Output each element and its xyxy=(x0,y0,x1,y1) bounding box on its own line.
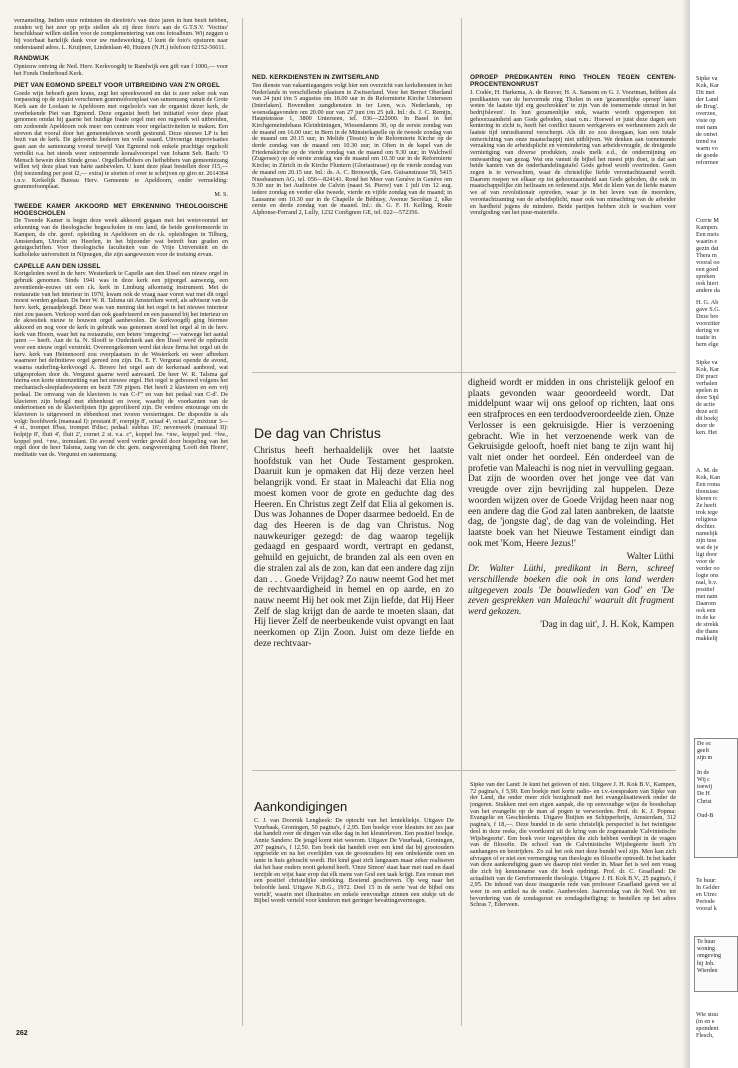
edge-text-fragment: spondent xyxy=(696,1025,719,1032)
edge-text-fragment: de ontwi xyxy=(696,131,718,138)
column-3-top xyxy=(470,70,676,368)
edge-text-fragment: deze acti xyxy=(696,408,718,415)
edge-text-fragment: door de xyxy=(696,422,715,429)
edge-text-fragment: die thans xyxy=(696,628,719,635)
aankondigingen-title: Aankondigingen xyxy=(254,800,348,814)
edge-text-fragment: der Land xyxy=(696,96,719,103)
edge-box-line: Wierden xyxy=(697,967,718,974)
edge-text-fragment: overzee, xyxy=(696,110,717,117)
edge-text-fragment: in de ke xyxy=(696,614,716,621)
edge-text-fragment: vooral oo xyxy=(696,259,720,266)
edge-text-fragment: Een meis xyxy=(696,231,719,238)
edge-text-fragment: reformee xyxy=(696,159,719,166)
edge-text-fragment: ook hieri xyxy=(696,280,719,287)
edge-text-fragment: raal, b.v. xyxy=(696,579,718,586)
edge-text-fragment: een goed xyxy=(696,266,719,273)
aankondigingen-left xyxy=(254,800,454,1032)
edge-box-line: omgeving xyxy=(697,953,721,960)
dag-text-left: Christus heeft herhaaldelijk over het laatste hoofdstuk van het Oude Testament gesproken. Daaruit kun je opmaken dat Hij deze verzen heel belangrijk vond. Er staat in Maleachi dat Elia nog moest komen voor de grote en geduchte dag des Heeren. En Christus zegt Zelf dat Elia al gekomen is. Dus was Johannes de Doper daarmee bedoeld. En de dag des Heeren is de dag van Christus. Nog nauwkeuriger gezegd: de dag waarop tegelijk gedaagd en gespaard wordt, vertrapt en gedanst, gehuild en gejuicht, de branden zal als een oven en die stralen zal als de zon, kan dat een andere dag zijn dan . . . Goede Vrijdag? Zo nauw neemt God het met de rechtvaardigheid in hemel en op aarde, en zo nauw neemt Hij het ook met Zijn liefde, dat Hij Heer Zelf de slag krijgt dan de aarde te moeten slaan, dat Hij liever Zelf de neerbeukende vuist opvangt en laat neerkomen op Zijn Zoon. Juist om deze liefde en deze rechtvaar- xyxy=(254,445,454,649)
edge-text-fragment: verhalen xyxy=(696,380,718,387)
edge-box-line: toewij xyxy=(697,784,712,791)
edge-box-line: bij Joh. xyxy=(697,960,715,967)
edge-text-fragment: thousiasc xyxy=(696,488,720,495)
edge-text-fragment: Te huur: xyxy=(696,877,717,884)
edge-box-line: zijn m xyxy=(697,755,713,762)
tweede-kamer-text: De Tweede Kamer is begin deze week akkoord gegaan met het wetsvoorstel ter erkenning van de theologische hogescholen in ons land, de beide gereformeerde in Kampen, de chr. geref. opleiding in Apeldoorn en de r.k. opleidingen in Tilburg, Amsterdam, Utrecht en Heerlen, in het bijzonder wat betreft hun graden en getuigschriften. Voor theologische faculteiten van de Vrije Universiteit en de katholieke universiteit in Nijmegen, die zijn aangewezen voor de toetsing ervan. xyxy=(14,217,228,258)
edge-box-line xyxy=(697,763,735,770)
edge-text-fragment: positief xyxy=(696,586,715,593)
edge-text-fragment: A. M. de xyxy=(696,467,718,474)
edge-text-fragment: met nam xyxy=(696,593,718,600)
capelle-text: Kortgeleden werd in de herv. Westerkerk te Capelle aan den IJssel een nieuw orgel in gebruik genomen. Sinds 1941 was in deze kerk een pijporgel aanwezig, een zeventiende-eeuws uit een r.k. kerk in Limburg afkomstig instrument. Met de restauratie van het interieur in 1970, kwam ook de vraag naar voren wat met dit orgel moest worden gedaan. De heer W. R. Talsma uit Amsterdam werd, als adviseur van de herv. kerk, geraadpleegd. Deze was van mening dat het orgel in het nieuwe interieur niet zou passen. Verkoop werd dan ook geadviseerd en een passend bij het interieur en de akoestiek nieuw te bouwen orgel aanbevolen. De kerkvoogdij ging hiermee akkoord en nog voor de kerk in gebruik was genomen stond het orgel al in de herv. kerk van Hoorn, waar het na restauratie, een betere 'omgeving' — vanwege het aantal jaren — heeft. Aan de fa. N. Slooff te Ouderkerk aan den IJssel werd de opdracht voor een nieuw orgel verstrekt. Overeengekomen werd dat deze firma het orgel uit de herv. kerk van Heinenoord zou overplaatsen in de Westerkerk en weer afbreken waarneer het definitieve orgel gereed zou zijn. Ds. E. F. Vergunst opende de avond, waarna ouderling-kerkvoogd A. Broere het orgel aan de kerkeraad aanbood, wat uitgesproken door ds. Vergunst gaarne werd aanvaard. De heer W. R. Talsma gaf hierna een korte uiteenzetting van het nieuwe orgel. Het orgel is gebouwd volgens het mechanisch-sleepladesysteem en bezit 739 pijpen. Het heeft 2 klavieren en een vrij pedaal. De omvang van de klavieren is van C-f''' en van het pedaal van C-d'. De klavieren zijn belegd met ebbenhout en ivoor, waarbij de voorkanten van de ondertoetsen en de klavierlijsten fijn geprofileerd zijn. De verdere entourage om de klavieren is uitgevoerd in ebbenhout met ivoren versieringen. De dispositie is als volgt: hoofdwerk (manuaal I): prestant 8', roerpijp 8', octaaf 4', octaaf 2', mixtuur 3—4 st., trompet 8'bas, trompet 8'disc; pedaal: subbas 16'; nevenwerk (manuaal II): holpijp 8', fluit 4', fluit 2', cornet 2 st. v.a. c°, koppel hw. +nw., koppel ped. +hw., koppel ped. +nw., tremulant. De avond werd verder gevuld door bespeling van het orgel door de heer Talsma, zang van de chr. gem. zangvereniging 'Looft den Heere', meditatie van ds. Vergunst en samenzang. xyxy=(14,270,228,459)
dag-title: De dag van Christus xyxy=(254,425,381,441)
edge-text-fragment: en Utrec xyxy=(696,891,718,898)
edge-box-line: In de xyxy=(697,769,710,776)
edge-box-line: De oc xyxy=(697,741,712,747)
edge-box-line: woning xyxy=(697,946,715,953)
section-rule xyxy=(252,770,676,771)
edge-text-fragment: hem elge xyxy=(696,341,719,348)
edge-text-fragment: dering ve xyxy=(696,327,720,334)
edge-text-fragment: makkelij xyxy=(696,635,718,642)
column-rule xyxy=(242,18,243,1026)
edge-text-fragment: visie op xyxy=(696,117,716,124)
edge-text-fragment: Wie stuu xyxy=(696,1011,718,1018)
egmond-heading: PIET VAN EGMOND SPEELT VOOR UITBREIDING VAN Z'N ORGEL xyxy=(14,81,221,89)
edge-text-fragment: met nam xyxy=(696,124,718,131)
dag-signature: Walter Lüthi xyxy=(626,551,674,562)
edge-text-fragment: Flesch, xyxy=(696,1032,714,1039)
edge-box-line xyxy=(697,806,735,813)
edge-text-fragment: H. G. Ab xyxy=(696,299,719,306)
tweede-kamer-heading: TWEEDE KAMER AKKOORD MET ERKENNING THEOLOGISCHE HOGESCHOLEN xyxy=(14,202,228,217)
edge-text-fragment: Kok, Kan xyxy=(696,474,721,481)
edge-text-fragment: trok tege xyxy=(696,509,718,516)
edge-text-fragment: kleren rc xyxy=(696,495,718,502)
edge-text-fragment: tuatie in xyxy=(696,334,717,341)
edge-text-fragment: voor de xyxy=(696,558,715,565)
edge-text-fragment: namelijk xyxy=(696,530,718,537)
edge-text-fragment: Ze heeft xyxy=(696,502,717,509)
edge-text-fragment: Kok, Kar xyxy=(696,366,720,373)
aankondigingen-text-left: C. J. van Doornik Lengkeek: De optocht van het lentekliekje. Uitgave De Vuurbaak, Groningen, 50 pagina's, f 2,95. Een boekje voor kleuters tot zes jaar dat handelt over de dingen van elke dag in het kleuterleven. Een positief boekje. Annie Sanders: De jeugd komt niet weerom. Uitgave De Vuurbaak, Groningen, 207 pagina's, f 12,50. Een boek dat handelt over een kind dat bij grootouders opgroeide en na het overlijden van de grootouders bij een onbekende oom en tante in huis gebracht wordt. Het kind gaat zich langzaam maar zeker realiseren dat het haar ouders nooit gekend heeft. 'Onze Simon' staat haar met raad en daad terzijde en wijst haar erop dat elk mens van God een taak krijgt. Een roman met een positief christelijke strekking. Boeiend geschreven. Op weg naar het beloofde land. Uitgave N.B.G., 1972. Deel 15 in de serie 'wat de bijbel ons vertelt', waarin met illustraties en enkele eenvoudige zinnen een stukje uit de Bijbel wordt verteld voor kinderen met geringer bevattingsvermogen. xyxy=(254,817,454,905)
zwitserland-heading: NED. KERKDIENSTEN IN ZWITSERLAND xyxy=(252,74,380,81)
edge-text-fragment: In Gelder xyxy=(696,884,720,891)
edge-text-fragment: Sipke va xyxy=(696,75,718,82)
edge-text-fragment: wat de je xyxy=(696,544,719,551)
edge-text-fragment: Kok, Kar xyxy=(696,82,720,89)
egmond-text: Goede wijn behoeft geen krans, zegt het spreekwoord en dat is zeer zeker ook van toepassing op de zojuist verschenen grammofoonplaat van samenzang vanuit de Grote Kerk aan de Loolaan te Apeldoorn met orgelsolo's van de organist dezer kerk, de overbekende Piet van Egmond. Deze organist heeft het initiatief voor deze plaat genomen omdat hij gaarne het huidige fraaie orgel met een rugwerk wil uitbreiden, om zodoende Apeldoorn ook meer een centrum voor orgelactiviteiten te maken. Een streven dat vooral door het gemeenteleven wordt gesteund. Deze nieuwe LP is het bezit van de kerk. De geleverde liederen ten volle waard. Uitvoerige improvisaties gaan aan de samenzang vooraf terwijl Van Egmond ook enkele prachtige orgelsoli vertolkt o.a. het steeds weer ontroerende koraalvoorspel van Johann Seb. Bach: 'O Mensch bewein dein Sünde gross'. Orgelliefhebbers en liefhebbers van gemeentezang willen wij deze plaat van harte aanbevelen. U kunt deze plaat bestellen door f15,— (bij toezending per post f2,— extra) te storten of over te schrijven op giro nr. 2614364 t.n.v. Kerkelijk Bureau Herv. Gemeente te Apeldoorn, onder vermelding: grammofoonplaat. xyxy=(14,89,228,191)
egmond-signature: M. S. xyxy=(214,190,228,198)
edge-text-fragment: de actie xyxy=(696,401,716,408)
predikanten-heading: OPROEP PREDIKANTEN RING THOLEN TEGEN CENTEN-PROCENTENONRUST xyxy=(470,74,676,88)
edge-text-fragment: ligt door xyxy=(696,551,718,558)
edge-text-fragment: ken. Het xyxy=(696,429,717,436)
edge-text-fragment: (in en e xyxy=(696,1018,715,1025)
edge-text-fragment: de Brug'. xyxy=(696,103,719,110)
edge-text-fragment: Dit pract xyxy=(696,373,718,380)
edge-text-fragment: Dit met xyxy=(696,89,715,96)
column-2-top xyxy=(252,70,452,368)
edge-box-line: Te huur xyxy=(697,939,716,945)
section-rule xyxy=(252,372,676,373)
edge-text-fragment: warm vo xyxy=(696,145,718,152)
edge-text-fragment: verder oo xyxy=(696,565,720,572)
edge-box-line: geeft xyxy=(697,748,709,755)
dag-author-note: Dr. Walter Lüthi, predikant in Bern, schreef verschillende boeken die ook in ons land werden uitgegeven zoals 'De bouwlieden van God' en 'De zeven gesprekken van Maleachi' waaruit dit fragment werd gekozen. xyxy=(468,564,674,618)
edge-text-fragment: vooraf k xyxy=(696,905,717,912)
capelle-heading: CAPELLE AAN DEN IJSSEL xyxy=(14,262,101,270)
randwijk-text: Opnieuw ontving de Ned. Herv. Kerkvoogdij te Randwijk een gift van f 1000,— voor het Fonds Onderhoud Kerk. xyxy=(14,63,228,78)
edge-text-fragment: door Sipl xyxy=(696,394,719,401)
edge-box-line: Wij c xyxy=(697,776,710,783)
adjacent-page-edge xyxy=(690,0,738,1068)
reunion-text: verzameling. Indien onze reünisten de diesfoto's van deze jaren in hun bezit hebben, zouden wij het zeer op prijs stellen als zij deze foto's aan de G.T.S.V. 'Voctius' beschikbaar willen stellen voor de complementering van ons fotoalbum. Wij zeggen u bij voorbaat hartelijk dank voor uw medewerking. U kunt de foto's opsturen naar onderstaand adres. L. Kruijmer, Lindenlaan 40, Huizen (N.H.) telefoon 02152-56611. xyxy=(14,18,228,51)
randwijk-heading: RANDWIJK xyxy=(14,55,50,63)
edge-text-fragment: logie ons xyxy=(696,572,719,579)
edge-text-fragment: ook een xyxy=(696,607,716,614)
edge-text-fragment: religieus xyxy=(696,516,718,523)
edge-text-fragment: voorzitter xyxy=(696,320,721,327)
edge-text-fragment: gezin dat xyxy=(696,245,719,252)
dag-left-column xyxy=(254,424,454,760)
column-1 xyxy=(14,18,228,1026)
zwitserland-text: Ten dienste van vakantiegangers volgt hier een overzicht van kerkdiensten in het Nederlands in verschillende plaatsen in Zwitserland. Voor het Berner Oberland van 24 juni t/m 5 augustus om 18.00 uur in de Reformierte Kirche Unterseen (Interlaken). Bovendien zangdiensten in ter Leen, w.o. Nederlands, op woensdagavonden om 20.00 uur van 27 juni t/m 25 juli. Inl.: ds. J. C. Remijn, Hauptstrasse 1, 3800 Unterseen, tel. 036—222000. In Basel in het Kirchgemeindehaus Kleinhüningen, Wiesendamm 30, op de eerste zondag van de maand om 16.00 uur; in Bern in de Münsterkapelle op de tweede zondag van de maand om 20.15 uur; in Melide (Tessin) in de Reformierte Kirche op de derde zondag van de maand om 10.30 uur; in Olten in de kapel van de Friedenskirche op de vierde zondag van de maand om 9.30 uur; in Walchwil (Zugersee) op de eerste zondag van de maand om 10.30 uur in de Reformierte Kirche; in Zürich in de Kirche Fluntern (Gloriastrasse) op de vierde zondag van de maand om 20.15 uur. Inl.: ds. A. C. Bronswijk, Gen. Guisanstrasse 59, 5415 Nussbaumen AG, tel. 056—824141. Rond het Meer van Genève in Genève om 9.30 uur in het Auditoire de Calvin (naast St. Pierre) van 1 juli t/m 12 aug. iedere zondag en verder elke tweede, vierde en vijfde zondag van de maand; in Lausanne om 10.30 uur in de Chapelle de Béthusy, Avenue Secrétan 2, elke eerste en derde zondag van de maand. Inl.: ds. G. F. H. Kelling, Route Alphonse-Ferrand 2, Lully, 1232 Confignon GE, tel. 022—572356. xyxy=(252,81,452,216)
aankondigingen-right xyxy=(470,782,676,1032)
edge-text-fragment: Corrie M xyxy=(696,217,719,224)
column-rule xyxy=(461,18,462,1026)
edge-text-fragment: spreken xyxy=(696,273,716,280)
edge-text-fragment: Een roma xyxy=(696,481,720,488)
edge-text-fragment: Kampen. xyxy=(696,224,719,231)
edge-text-fragment: Daarom xyxy=(696,600,716,607)
edge-advert-box xyxy=(694,738,738,858)
dag-right-column xyxy=(468,378,674,760)
edge-text-fragment: Periode xyxy=(696,898,715,905)
dag-source: 'Dag in dag uit', J. H. Kok, Kampen xyxy=(540,619,674,630)
edge-text-fragment: Deze bro xyxy=(696,313,719,320)
dag-text-right: digheid wordt er midden in ons christelijk geloof en plaats gevonden waar geoordeeld wordt. Dat middelpunt waar wij ons geloof op richten, laat ons een strafproces en een terdoodveroordeelde zien. Onze Verlosser is een gekruisigde. Hier is verzoening gebracht. Wie in het verzoenende werk van de Gekruisigde gelooft, hoeft niet bang te zijn want hij valt niet onder het oordeel. Eén onderdeel van de profetie van Maleachi is nog niet in vervulling gegaan. Dat zijn de woorden over het jonge vee dat van vreugde over zijn bevrijding zal huppelen. Deze woorden wijzen over de Goede Vrijdag heen naar nog een andere dag die God zal laten aanbreken, de laatste dag, de 'jongste dag', de dag van de voleinding. Het laatste boek van het Nieuwe Testament eindigt dan ook met 'Kom, Heere Jezus!' xyxy=(468,378,674,549)
edge-text-fragment: Sipke va xyxy=(696,359,718,366)
edge-text-fragment: zijn tuss xyxy=(696,537,717,544)
edge-text-fragment: andere da xyxy=(696,287,720,294)
page-number: 262 xyxy=(16,1030,28,1037)
edge-text-fragment: gave S.G. xyxy=(696,306,721,313)
edge-box-line: Christ xyxy=(697,798,712,805)
predikanten-text: J. Codée, H. Harkema, A. de Reuver, H. A. Sansom en G. J. Voortman, hebben als predikanten van de hervormde ring Tholen in een 'gezamenlijke oproep' laten weten 'de laatste tijd erg geschrokken' te zijn 'van de toenemende onrust in het bedrijfsleven'. In hun gezamenlijke stuk, waarin wordt opgeroepen tot gehoorzaamheid aan Gods geboden, staat o.m.: Hoewel er juist deze dagen een kentering in zicht is, heeft het conflict tussen werkgevers en werknemers zich de laatste tijd onrustbarend verscherpt. Als dit zo zou doorgaan, kan een totale ontwrichting van onze maatschappij niet uitblijven. We denken aan toenemende verzaking van de arbeidsplicht en vermindering van arbeidsvreugde, de dreigende vernietiging van diverse produkten, zoals melk e.d., de ondermijning en ontwaarding van gezag. Wat ons vanuit de bijbel het meest pijn doet, is dat aan beide kanten van de onderhandelingstafel Gods gebod wordt overtreden. Geen zegen is te verwachten, waar de christelijke liefde verontachtzaamd wordt. Daarom roepen we elkaar op tot gehoorzaamheid aan Gods geboden, die ook in maatschappelijke zin heilzaam en ordenend zijn. Met de klem van de liefde manen we af van revolutionair optreden, waar je in het leven van de meerdere, verontachtzaming van de arbeidsplicht, maar ook van minachting van de arbeider en hardheid jegens de mindere. Beide partijen hebben zich te wachten voor verafgoding van het puur-materiële. xyxy=(470,88,676,217)
edge-text-fragment: de strekk xyxy=(696,621,719,628)
edge-text-fragment: dochter. xyxy=(696,523,716,530)
edge-text-fragment: dit boekj xyxy=(696,415,718,422)
edge-box-line: De H xyxy=(697,791,710,798)
edge-text-fragment: de goede xyxy=(696,152,719,159)
edge-text-fragment: Thera m xyxy=(696,252,717,259)
edge-text-fragment: trend va xyxy=(696,138,717,145)
aankondigingen-text-right: Sipke van der Land: Je kunt het geloven of niet. Uitgave J. H. Kok B.V., Kampen, 72 pagina's, f 5,90. Een boekje met korte radio- en t.v.-toespraken van Sipke van der Land, die onder meer zich bezighoudt met het evangelisatiewerk onder de jongeren. Stukken met een eigen aanpak, die op eenvoudige wijze de boodschap van het evangelie op de man af pogen te verwoorden. Prof. dr. K. J. Popma: Evangelie en Geschiedenis. Uitgave Buijten en Schipperheijn, Amsterdam, 312 pagina's, f 18,—. Deze bundel in de serie christelijk perspectief is het twintigste deel in deze reeks, die voortkomt uit de kring van de zogenaamde 'Calvinistische Wijsbegeerte'. Een boek voor ingewijden die zich hebben verdiept in de vragen van de filosofie. De school van de Calvinistische Wijsbegeerte heeft z'n aanhangers en bestrijders. Zo zal het ook met deze bundel wel zijn. Men kan zich afvragen of er niet een vermenging van theologie en filosofie optreedt. In het kader van deze aankondiging gaan we daarop niet verder in. Maar het is wel een vraag die zich bij kennisname van dit boek opdringt. Prof. dr. C. Graafland: De actualiteit van de Gereformeerde theologie. Uitgave J. H. Kok B.V., 25 pagina's, f 2,95. De inhoud van deze inaugurele rede van professor Graafland gaven we al weer in een artikel na de oratie. Aanbevolen. Jaarverslag van de Ned. Ver. tot bevordering van de zondagsrust en zondagsheiliging: te bestellen op het adres Schras 7, Ederveen. xyxy=(470,782,676,909)
edge-box-line: Oud-B xyxy=(697,812,714,819)
edge-text-fragment: waarin e xyxy=(696,238,718,245)
edge-advert-box xyxy=(694,936,738,992)
edge-text-fragment: spelen in xyxy=(696,387,719,394)
